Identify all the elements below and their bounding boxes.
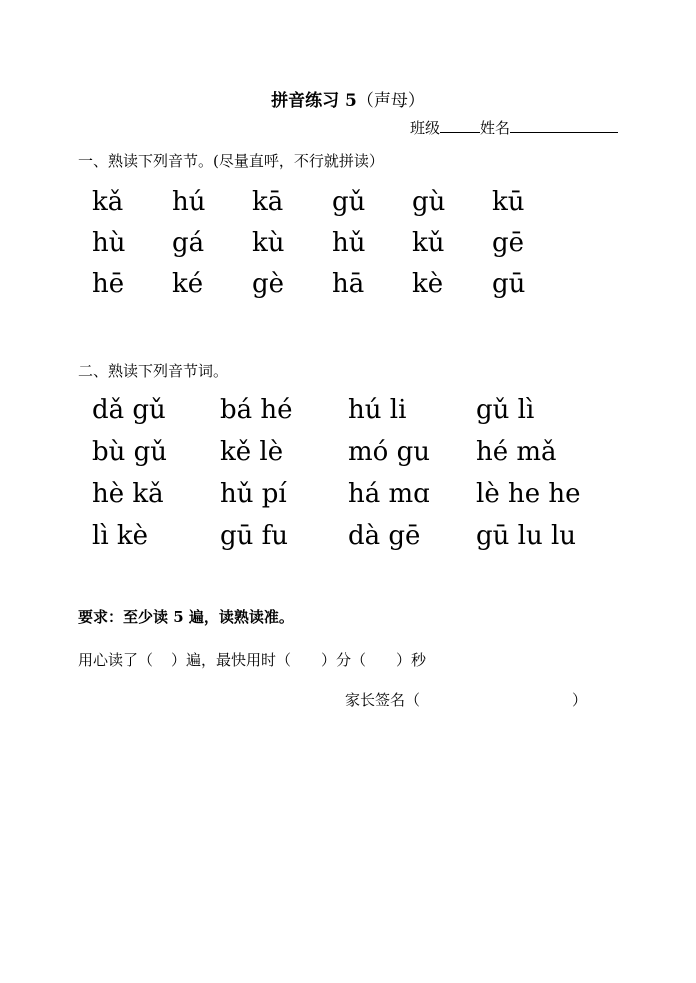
word: dǎ gǔ: [92, 395, 166, 425]
syllable: gǔ: [332, 187, 366, 217]
parent-signature-close: ）: [572, 691, 588, 709]
syllable: ké: [172, 269, 204, 299]
class-label: 班级: [409, 119, 440, 137]
section1-label: 一、熟读下列音节。(尽量直呼，不行就拼读）: [78, 152, 384, 170]
syllable: kǔ: [412, 228, 445, 258]
section2-label: 二、熟读下列音节词。: [78, 362, 229, 380]
syllable: gá: [172, 228, 205, 258]
word: dà gē: [348, 521, 421, 551]
word: gū fu: [220, 521, 289, 551]
requirement-text: 要求：至少读 5 遍，读熟读准。: [78, 608, 294, 626]
syllable: hē: [92, 269, 125, 299]
word: mó gu: [348, 437, 430, 467]
syllable: gè: [252, 269, 285, 299]
word: bá hé: [220, 395, 293, 425]
word: hú li: [348, 395, 407, 425]
parent-signature-label: 家长签名（: [345, 691, 421, 709]
syllable: gē: [492, 228, 525, 258]
syllable: kā: [252, 187, 284, 217]
syllable: kù: [252, 228, 285, 258]
minutes-label: ）分（: [321, 651, 367, 669]
seconds-label: ）秒: [396, 651, 427, 669]
syllable: hā: [332, 269, 365, 299]
syllable: hù: [92, 228, 126, 258]
title-main: 拼音练习 5: [271, 91, 357, 111]
word: bù gǔ: [92, 437, 168, 467]
word: hè kǎ: [92, 479, 164, 509]
class-blank[interactable]: [440, 118, 480, 133]
read-times-label: 用心读了（: [78, 651, 154, 669]
syllable: kū: [492, 187, 525, 217]
syllable: hú: [172, 187, 206, 217]
syllable: gū: [492, 269, 526, 299]
syllable: hǔ: [332, 228, 366, 258]
syllable: gù: [412, 187, 446, 217]
title-paren: （声母）: [356, 91, 425, 111]
word: kě lè: [220, 437, 284, 467]
class-name-line: [410, 117, 618, 138]
syllable: kè: [412, 269, 444, 299]
word: gū lu lu: [476, 521, 577, 551]
word: lè he he: [476, 479, 581, 509]
name-label: 姓名: [479, 119, 510, 137]
page-title: [0, 86, 696, 111]
name-blank[interactable]: [510, 118, 618, 133]
parent-signature-line: [345, 689, 587, 710]
word: lì kè: [92, 521, 149, 551]
word: gǔ lì: [476, 395, 535, 425]
reading-record-line: [78, 649, 426, 670]
word: hé mǎ: [476, 437, 557, 467]
fastest-time-label: ）遍，最快用时（: [171, 651, 292, 669]
word: hǔ pí: [220, 479, 287, 509]
word: há mɑ: [348, 479, 430, 509]
syllable: kǎ: [92, 187, 124, 217]
